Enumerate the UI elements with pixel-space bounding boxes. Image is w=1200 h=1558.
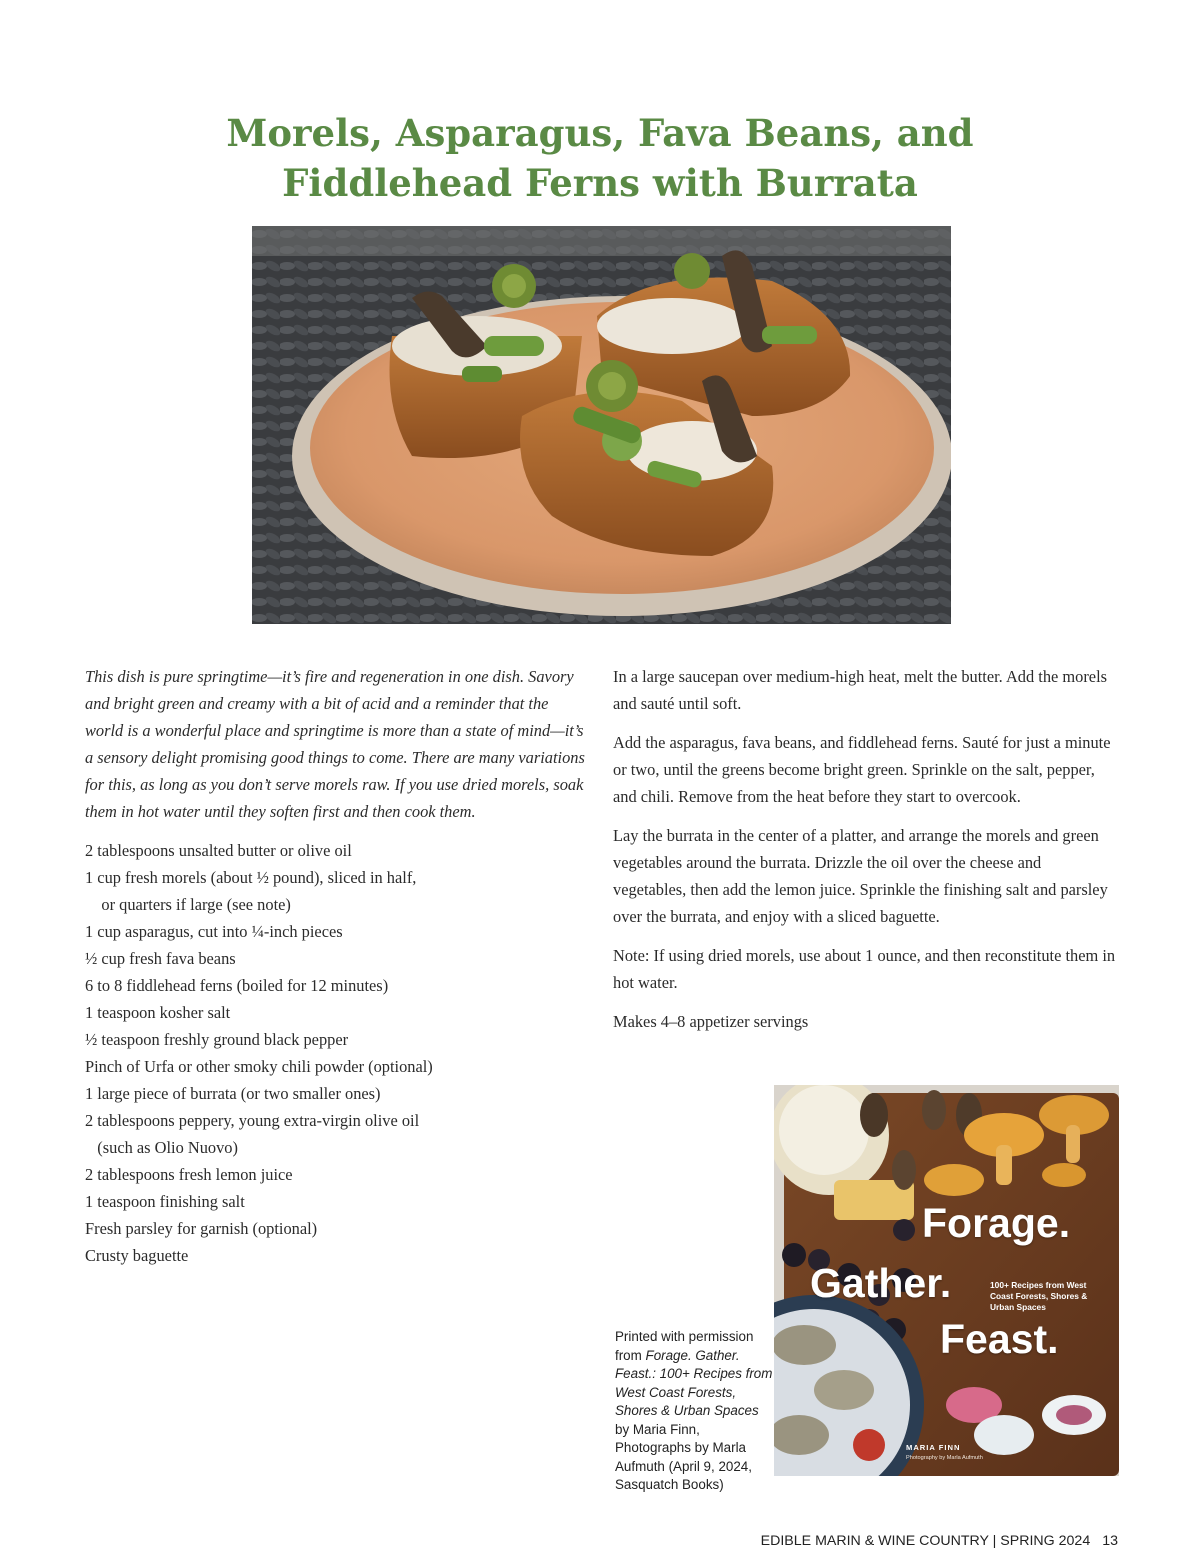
ingredient-item: 1 cup asparagus, cut into ¼-inch pieces — [85, 922, 343, 941]
right-column — [613, 663, 1116, 1047]
cover-author: MARIA FINN — [906, 1443, 961, 1452]
ingredient-item: 1 large piece of burrata (or two smaller ones) — [85, 1084, 381, 1103]
ingredient-item: 1 teaspoon finishing salt — [85, 1192, 245, 1211]
recipe-intro: This dish is pure springtime—it’s fire and regeneration in one dish. Savory and bright green and creamy with a bit of acid and a reminder that the world is a wonderful place and springtime is more than a state of mind—it’s a sensory delight promising good things to come. There are many variations for this, as long as you don’t serve morels raw. If you use dried morels, soak them in hot water until they soften first and then cook them. — [85, 667, 585, 821]
recipe-yield: Makes 4–8 appetizer servings — [613, 1012, 809, 1031]
ingredient-item: 2 tablespoons fresh lemon juice — [85, 1165, 293, 1184]
ingredient-item: or quarters if large (see note) — [85, 895, 291, 914]
publication-name: EDIBLE MARIN & WINE COUNTRY | SPRING 2024 — [760, 1533, 1091, 1549]
ingredient-item: (such as Olio Nuovo) — [85, 1138, 238, 1157]
hero-photo-illustration — [252, 226, 951, 624]
cover-title-forage: Forage. — [922, 1200, 1071, 1246]
cover-photographer: Photography by Marla Aufmuth — [906, 1455, 983, 1461]
ingredient-item: 1 cup fresh morels (about ½ pound), sliced in half, — [85, 868, 417, 887]
ingredient-item: 2 tablespoons peppery, young extra-virgin olive oil — [85, 1111, 420, 1130]
left-column — [85, 663, 590, 1269]
ingredient-item: 2 tablespoons unsalted butter or olive oil — [85, 841, 352, 860]
cover-title-feast: Feast. — [940, 1316, 1059, 1362]
recipe-title — [150, 108, 1050, 208]
step-paragraph: In a large saucepan over medium-high heat, melt the butter. Add the morels and sauté until soft. — [613, 667, 1107, 713]
credit-prefix: Printed with permission from — [615, 1329, 754, 1363]
recipe-note: Note: If using dried morels, use about 1 ounce, and then reconstitute them in hot water. — [613, 946, 1116, 992]
page-footer — [761, 1533, 1118, 1549]
page-number: 13 — [1102, 1533, 1118, 1549]
ingredient-list — [85, 837, 590, 1269]
credit-suffix: by Maria Finn, Photographs by Marla Aufmuth (April 9, 2024, Sasquatch Books) — [615, 1421, 752, 1492]
book-cover — [774, 1085, 1119, 1476]
ingredient-item: Pinch of Urfa or other smoky chili powder (optional) — [85, 1057, 433, 1076]
cover-title-gather: Gather. — [810, 1260, 952, 1306]
title-line-1: Morels, Asparagus, Fava Beans, and — [226, 111, 974, 155]
ingredient-item: ½ cup fresh fava beans — [85, 949, 236, 968]
step-paragraph: Add the asparagus, fava beans, and fiddlehead ferns. Sauté for just a minute or two, until the greens become bright green. Sprinkle on the salt, pepper, and chili. Remove from the heat before they start to overcook. — [613, 733, 1111, 806]
credit-book-title: Forage. Gather. Feast.: 100+ Recipes from West Coast Forests, Shores & Urban Spaces — [615, 1347, 773, 1418]
ingredient-item: Fresh parsley for garnish (optional) — [85, 1219, 318, 1238]
ingredient-item: ½ teaspoon freshly ground black pepper — [85, 1030, 349, 1049]
ingredient-item: Crusty baguette — [85, 1246, 189, 1265]
title-line-2: Fiddlehead Ferns with Burrata — [282, 161, 918, 205]
step-paragraph: Lay the burrata in the center of a platter, and arrange the morels and green vegetables around the burrata. Drizzle the oil over the cheese and vegetables, then add the lemon juice. Sprinkle the finishing salt and parsley over the burrata, and enjoy with a sliced baguette. — [613, 826, 1108, 926]
hero-food-photo — [252, 226, 951, 624]
cover-subtitle: 100+ Recipes from West Coast Forests, Shores & Urban Spaces — [990, 1280, 1088, 1312]
ingredient-item: 6 to 8 fiddlehead ferns (boiled for 12 minutes) — [85, 976, 389, 995]
permission-credit — [615, 1328, 775, 1495]
ingredient-item: 1 teaspoon kosher salt — [85, 1003, 231, 1022]
